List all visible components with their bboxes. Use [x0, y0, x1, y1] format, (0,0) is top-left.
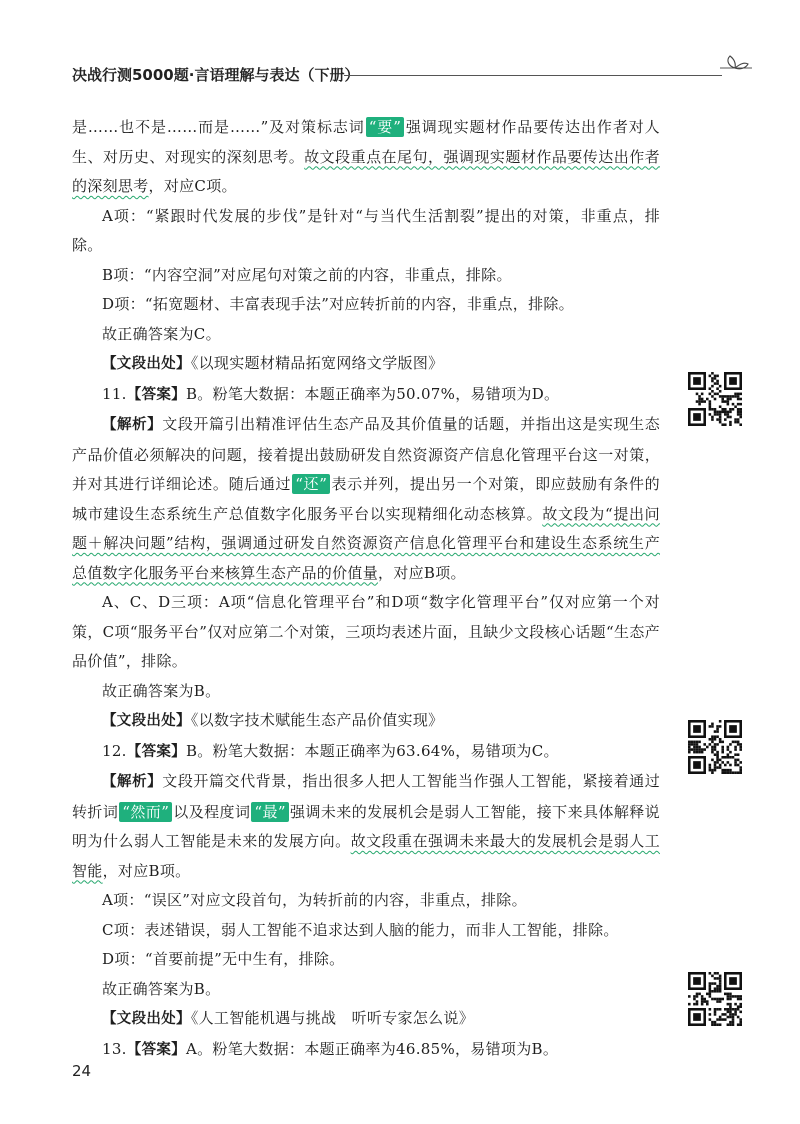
source-tag: 【文段出处】	[102, 1011, 191, 1027]
analysis-11	[72, 410, 660, 588]
page-number: 24	[72, 1062, 92, 1080]
answer-tag: 【答案】	[126, 1041, 186, 1058]
answer-text: B。粉笔大数据：本题正确率为63.64%，易错项为C。	[185, 741, 559, 760]
answer-line-11	[72, 380, 660, 411]
p1-text-pre: 是……也不是……而是……”及对策标志词	[72, 118, 365, 136]
p8-highlight-keyword: “还”	[292, 474, 330, 494]
option-d-analysis: D项：“拓宽题材、丰富表现手法”对应转折前的内容，非重点，排除。	[102, 295, 574, 313]
source-line	[72, 1004, 660, 1035]
correct-answer-line: 故正确答案为C。	[102, 324, 221, 343]
qr-code-icon[interactable]	[688, 372, 742, 426]
correct-answer-line: 故正确答案为B。	[102, 979, 221, 998]
answer-tag: 【答案】	[126, 386, 186, 403]
source-line	[72, 706, 660, 737]
p13-wavy-conclusion: 故文段重在强调未来最大的发展机会是弱人工智能	[72, 832, 660, 880]
question-number: 11.	[102, 384, 127, 403]
source-line	[72, 349, 660, 380]
p8-text-post: ，对应B项。	[378, 563, 466, 582]
correct-answer-line: 故正确答案为B。	[102, 681, 221, 700]
header-title: 决战行测5000题·言语理解与表达（下册）	[72, 66, 360, 84]
p13-text-pre: 文段开篇交代背景，指出很多人把人工智能当作强人工智能，紧接着通过转折词	[72, 772, 660, 821]
source-title: 《以数字技术赋能生态产品价值实现》	[190, 711, 444, 729]
source-title: 《以现实题材精品拓宽网络文学版图》	[190, 354, 444, 372]
p1-text-post: ，对应C项。	[148, 177, 237, 195]
p13-text-mid1: 以及程度词	[173, 802, 251, 821]
page-header	[72, 62, 752, 92]
p8-wavy-conclusion: 故文段为“提出问题＋解决问题”结构，强调通过研发自然资源资产信息化管理平台和建设生态系统生产总值数字化服务平台来核算生态产品的价值量	[72, 504, 660, 582]
answer-line-12	[72, 737, 660, 768]
header-rule	[344, 75, 722, 76]
option-b-analysis: B项：“内容空洞”对应尾句对策之前的内容，非重点，排除。	[102, 265, 512, 284]
option-d-analysis: D项：“首要前提”无中生有，排除。	[102, 950, 345, 968]
analysis-tag: 【解析】	[102, 774, 163, 790]
leaf-icon	[718, 50, 752, 80]
p1-wavy-conclusion: 故文段重点在尾句，强调现实题材作品要传达出作者的深刻思考	[72, 147, 660, 195]
question-number: 13.	[102, 1039, 127, 1058]
source-tag: 【文段出处】	[102, 713, 191, 729]
answer-text: B。粉笔大数据：本题正确率为50.07%，易错项为D。	[185, 384, 560, 403]
p8-text-mid: 表示并列，提出另一个对策，即应鼓励有条件的城市建设生态系统生产总值数字化服务平台以实现精细化动态核算。	[72, 475, 660, 523]
analysis-tag: 【解析】	[102, 417, 163, 433]
answer-line-13	[72, 1035, 660, 1066]
source-title: 《人工智能机遇与挑战 听听专家怎么说》	[190, 1009, 475, 1027]
p1-text-mid: 强调现实题材作品要传达出作者对人生、对历史、对现实的深刻思考。	[72, 118, 660, 166]
option-c-analysis: C项：表述错误，弱人工智能不追求达到人脑的能力，而非人工智能，排除。	[102, 920, 619, 939]
analysis-12	[72, 767, 660, 886]
p13-text-mid2: 强调未来的发展机会是弱人工智能，接下来具体解释说明为什么弱人工智能是未来的发展方向。	[72, 802, 660, 850]
p1-highlight-keyword: “要”	[366, 117, 404, 137]
page-body	[72, 113, 660, 1065]
question-number: 12.	[102, 741, 127, 760]
paragraph-p1	[72, 113, 660, 202]
option-a-analysis: A项：“紧跟时代发展的步伐”是针对“与当代生活割裂”提出的对策，非重点，排除。	[72, 206, 660, 254]
answer-text: A。粉笔大数据：本题正确率为46.85%，易错项为B。	[185, 1039, 559, 1058]
p13-highlight-keyword-2: “最”	[251, 802, 288, 822]
p8-text-pre: 文段开篇引出精准评估生态产品及其价值量的话题，并指出这是实现生态产品价值必须解决的问题，接着提出鼓励研发自然资源资产信息化管理平台这一对策，并对其进行详细论述。随后通过	[72, 415, 660, 493]
source-tag: 【文段出处】	[102, 356, 191, 372]
option-a-analysis: A项：“误区”对应文段首句，为转折前的内容，非重点，排除。	[102, 891, 527, 909]
p13-highlight-keyword-1: “然而”	[119, 802, 172, 822]
qr-code-icon[interactable]	[688, 720, 742, 774]
answer-tag: 【答案】	[126, 743, 186, 760]
qr-code-icon[interactable]	[688, 972, 742, 1026]
options-acd-analysis: A、C、D三项：A项“信息化管理平台”和D项“数字化管理平台”仅对应第一个对策，C项“服务平台”仅对应第二个对策，三项均表述片面，且缺少文段核心话题“生态产品价值”，排除。	[72, 593, 660, 670]
p13-text-post: ，对应B项。	[102, 861, 191, 880]
